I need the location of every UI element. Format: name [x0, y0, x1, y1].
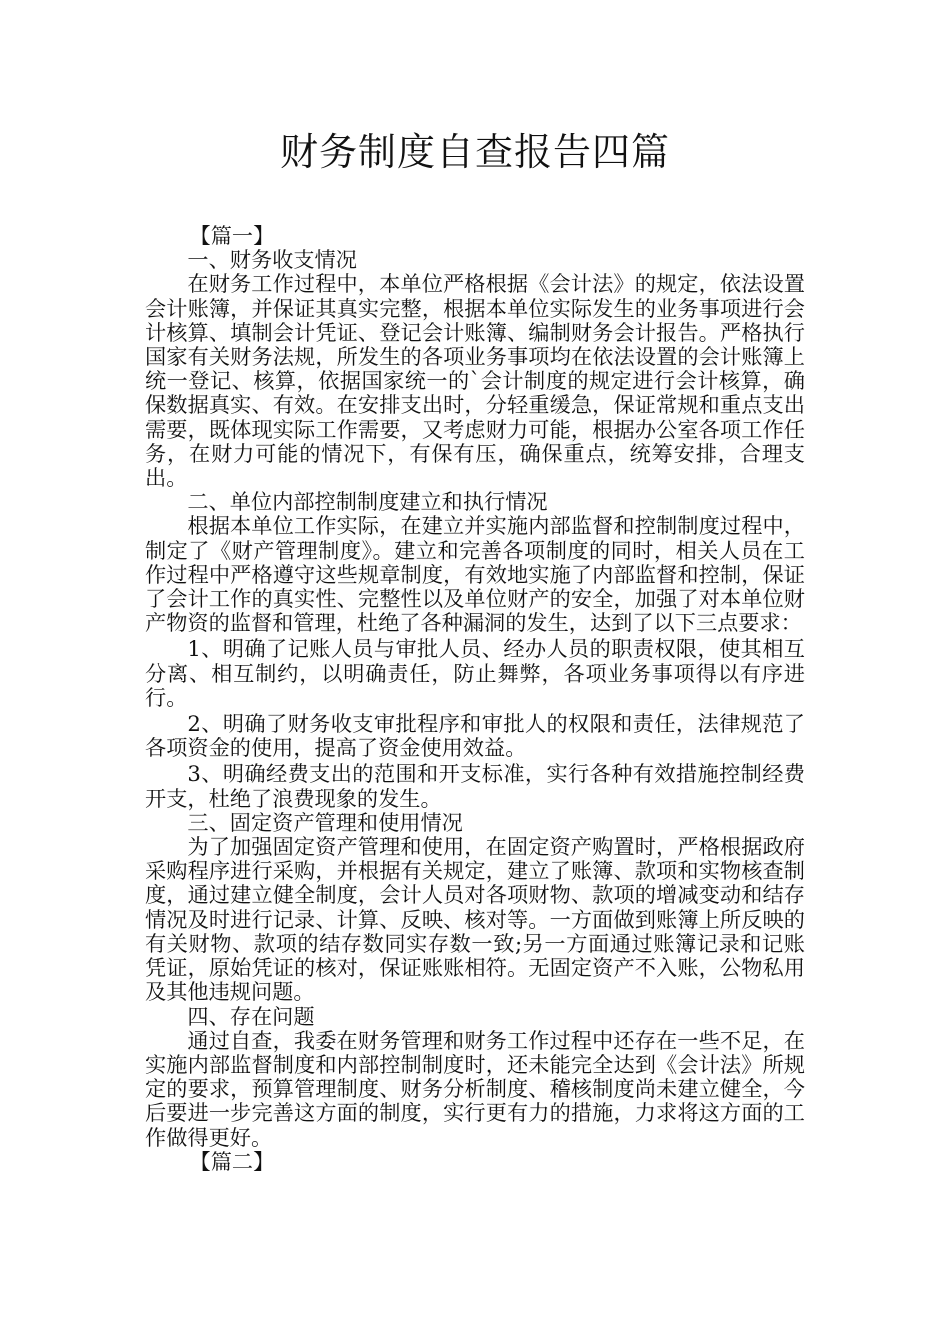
section-heading-part-1: 【篇一】 [189, 223, 275, 248]
list-item-1: 1、明确了记账人员与审批人员、经办人员的职责权限，使其相互分离、相互制约，以明确责任，防止舞弊，各项业务事项得以有序进行。 [145, 636, 805, 710]
document-title: 财务制度自查报告四篇 [279, 130, 670, 174]
section-heading-part-2: 【篇二】 [189, 1148, 275, 1174]
list-item-2: 2、明确了财务收支审批程序和审批人的权限和责任，法律规范了各项资金的使用，提高了资金使用效益。 [145, 711, 805, 761]
subheading-income-expenditure: 一、财务收支情况 [187, 247, 357, 273]
document-body [145, 224, 805, 1174]
list-item-3: 3、明确经费支出的范围和开支标准，实行各种有效措施控制经费开支，杜绝了浪费现象的发生。 [145, 761, 805, 811]
paragraph-problems: 通过自查，我委在财务管理和财务工作过程中还存在一些不足，在实施内部监督制度和内部控制制度时，还未能完全达到《会计法》所规定的要求，预算管理制度、财务分析制度、稽核制度尚未建立健全，今后要进一步完善这方面的制度，实行更有力的措施，力求将这方面的工作做得更好。 [145, 1027, 805, 1150]
paragraph-income-expenditure: 在财务工作过程中，本单位严格根据《会计法》的规定，依法设置会计账簿，并保证其真实完整，根据本单位实际发生的业务事项进行会计核算、填制会计凭证、登记会计账簿、编制财务会计报告。严格执行国家有关财务法规，所发生的各项业务事项均在依法设置的会计账簿上统一登记、核算，依据国家统一的`会计制度的规定进行会计核算，确保数据真实、有效。在安排支出时，分轻重缓急，保证常规和重点支出需要，既体现实际工作需要，又考虑财力可能，根据办公室各项工作任务，在财力可能的情况下，有保有压，确保重点，统筹安排，合理支出。 [145, 271, 805, 491]
subheading-internal-control: 二、单位内部控制制度建立和执行情况 [187, 489, 548, 515]
subheading-problems: 四、存在问题 [187, 1003, 315, 1029]
paragraph-fixed-assets: 为了加强固定资产管理和使用，在固定资产购置时，严格根据政府采购程序进行采购，并根据有关规定，建立了账簿、款项和实物核查制度，通过建立健全制度，会计人员对各项财物、款项的增减变动和结存情况及时进行记录、计算、反映、核对等。一方面做到账簿上所反映的有关财物、款项的结存数同实存数一致;另一方面通过账簿记录和记账凭证，原始凭证的核对，保证账账相符。无固定资产不入账，公物私用及其他违规问题。 [145, 834, 805, 1005]
subheading-fixed-assets: 三、固定资产管理和使用情况 [187, 809, 463, 835]
paragraph-internal-control: 根据本单位工作实际，在建立并实施内部监督和控制制度过程中，制定了《财产管理制度》。建立和完善各项制度的同时，相关人员在工作过程中严格遵守这些规章制度，有效地实施了内部监督和控制，保证了会计工作的真实性、完整性以及单位财产的安全，加强了对本单位财产物资的监督和管理，杜绝了各种漏洞的发生，达到了以下三点要求： [145, 513, 805, 636]
